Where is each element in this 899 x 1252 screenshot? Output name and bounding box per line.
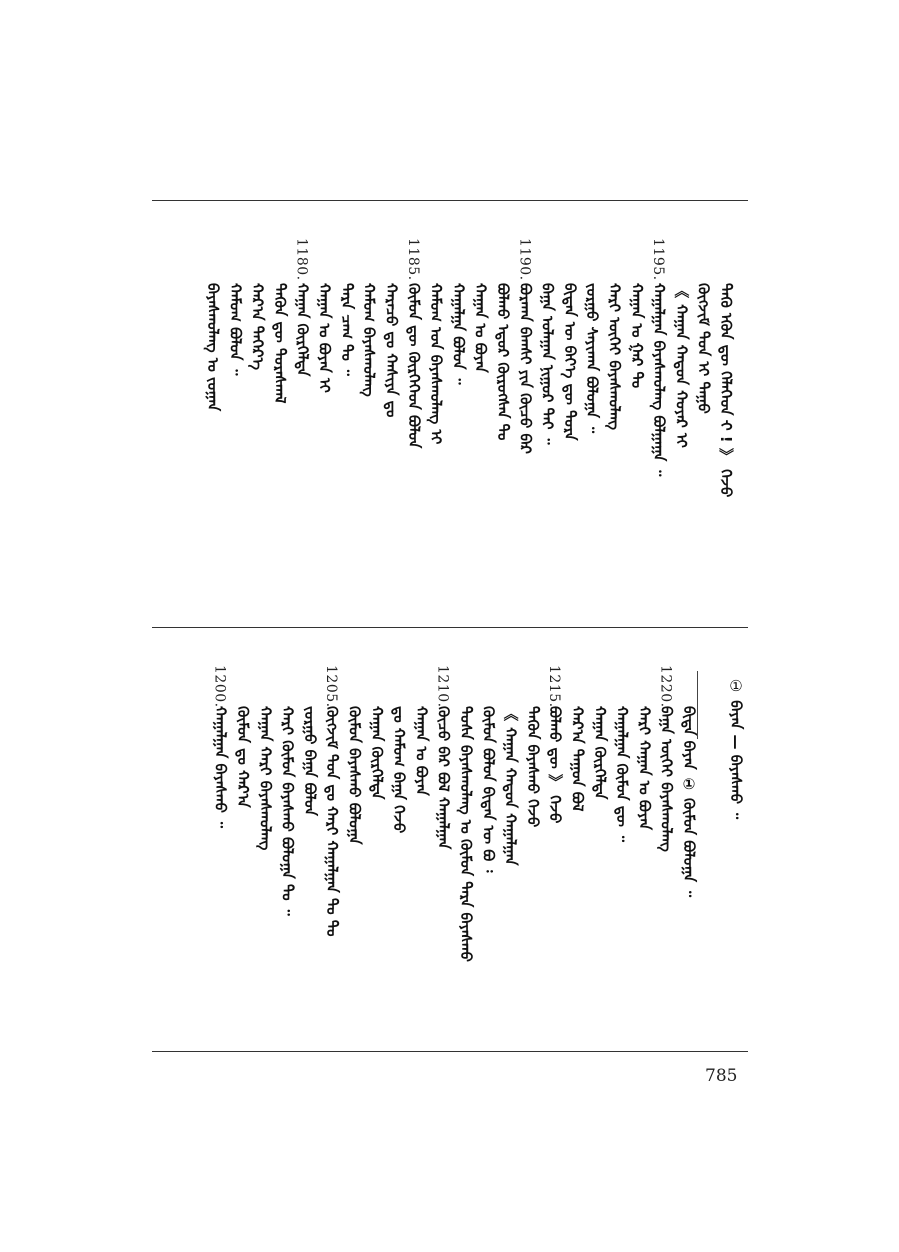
verse-line: ᠲᠡᠬᠦ ᠡᠭᠦᠨ ᠳᠦ ᠬᠡᠯᠡᠭᠡᠳ ᠊ᠢ ! 》 ᠭᠡᠵᠦ [717,283,735,498]
verse-line: ᠬᠦᠭᠵᠢᠮ ᠳᠤᠨ ᠳᠤ ᠬᠠᠷᠢ ᠬᠠᠭᠠᠯᠭᠠᠨ ᠲᠤ ᠲᠤ [323,706,342,937]
verse-line: ᠬᠠᠭᠠᠨ ᠤ ᠪᠤᠶᠠᠨ ᠢ [315,283,334,393]
verse-line: ᠵᠤᠷᠭᠤ ᠪᠠᠭᠠ ᠪᠣᠯᠤᠨ [300,706,319,816]
verse-line: ᠬᠦᠮᠦᠨ ᠪᠣᠯᠤᠨ ᠪᠢᠳᠡᠨ ᠦ ᠪᠤ ᠄ [479,706,498,873]
verse-line: ᠬᠠᠷᠠᠴᠤ ᠳᠤ ᠬᠠᠰᠢᠶᠠ ᠳᠤ [382,283,401,418]
footnote-marker: ① [727,677,745,695]
verse-line: ᠬᠠᠷ᠎ᠠ ᠳᠡᠭᠡᠷ᠎ᠡ [248,283,267,370]
verse-line: ᠬᠠᠷ᠎ᠠ ᠳᠠᠭᠤᠨ ᠪᠣᠯ [568,706,587,812]
verse-line: ᠳᠤ ᠬᠠᠮᠤᠭ ᠪᠠᠭᠠ ᠭᠡᠵᠦ [390,706,409,834]
verse-line: ᠪᠣᠯᠬᠤ ᠡᠳᠦᠷ ᠬᠦᠷᠦᠭᠰᠡᠨ ᠲᠤ [494,283,512,441]
verse-line: ᠲᠡᠭᠦᠨ ᠪᠠᠶᠠᠰᠬᠤ ᠭᠡᠵᠦ [523,706,542,828]
verse-line: ᠬᠠᠭᠠᠯᠭᠠ ᠪᠣᠯᠤᠨ ᠃ [449,283,468,385]
verse-line: ᠬᠠᠮᠤᠭ ᠪᠠᠶᠠᠰᠬᠤᠯᠠᠩ [360,283,379,397]
verse-line: ᠬᠦᠭᠵᠢᠮ ᠳᠤᠨ ᠢ ᠳᠠᠭᠤ [694,283,713,414]
verse-line: ᠬᠠᠷᠢ ᠬᠠᠭᠠᠨ ᠤ ᠪᠤᠶᠠᠨ [635,706,654,830]
verse-line: ᠪᠢᠳᠡ ᠪᠠᠶᠠᠨ ① ᠬᠦᠮᠦᠨ ᠪᠣᠯᠤᠭᠠ ᠃ [680,706,698,898]
verse-line: ᠬᠠᠷᠢ ᠬᠦᠮᠦᠨ ᠪᠠᠶᠠᠰᠬᠤ ᠪᠣᠯᠤᠭᠠ ᠲᠤ ᠃ [278,706,297,916]
verse-line: ᠪᠠᠶᠠᠰᠬᠤᠯᠠᠩ ᠤ ᠵᠤᠭᠠᠨ [204,283,223,412]
verse-line: ᠬᠠᠭᠠᠨ ᠬᠠᠷᠢ ᠪᠠᠶᠠᠰᠬᠤᠯᠠᠩ [256,706,275,851]
line-number: 1200. [211,665,228,708]
line-number: 1215. [546,665,563,708]
line-number: 1205. [323,665,340,708]
verse-line: ᠬᠦᠮᠦᠨ ᠳᠤ ᠬᠠᠷ᠎ᠠ [234,706,252,808]
verse-line: ᠬᠦᠴᠦ ᠪᠠᠷ ᠪᠣᠯ ᠬᠠᠭᠠᠯᠭᠠᠨ [434,706,453,850]
verse-line: ᠬᠠᠮᠤᠭ ᠪᠣᠯᠤᠨ ᠃ [226,283,245,376]
page-number: 785 [705,1066,738,1086]
verse-line: ᠪᠣᠯᠬᠤ ᠳᠦ 》 ᠭᠡᠵᠦ [546,706,565,824]
line-number: 1195. [650,238,667,281]
verse-line: ᠬᠠᠮᠤᠭ ᠤᠨ ᠪᠠᠶᠠᠰᠬᠤᠯᠠᠩ ᠢ [427,283,446,445]
bottom-rule [152,1051,748,1052]
middle-rule [152,627,748,628]
verse-line: ᠪᠢᠳᠡᠨ ᠦ ᠪᠡᠶ᠎ᠡ ᠳᠦ ᠳᠤᠷᠠ [560,283,579,441]
verse-line: ᠬᠠᠭᠠᠨ ᠬᠦᠷᠭᠡᠯᠲᠡ [590,706,609,800]
verse-line: ᠬᠠᠭᠠᠯᠭᠠᠨ ᠪᠠᠶᠠᠰᠬᠤ ᠃ [211,706,230,828]
verse-line: ᠬᠦᠮᠦᠨ ᠳᠦ ᠬᠦᠷᠭᠡᠭᠡᠳ ᠪᠣᠯᠤᠨ [404,283,423,449]
footnote-rule [697,671,698,739]
line-number: 1220. [657,665,674,708]
verse-line: ᠲᠤᠰᠠ ᠪᠠᠶᠠᠰᠬᠤᠯᠠᠩ ᠤ ᠬᠦᠮᠦᠨ ᠲᠡᠷᠡ ᠪᠠᠶᠠᠰᠬᠤ [457,706,475,962]
verse-line: ᠵᠤᠷᠭᠤ ᠰᠠᠶᠢᠬᠠᠨ ᠪᠣᠯᠤᠭᠠ ᠃ [583,283,602,434]
verse-line: ᠬᠠᠭᠠᠨ ᠬᠦᠷᠭᠡᠯᠲᠡ [367,706,386,800]
line-number: 1190. [516,238,533,281]
verse-line: 《 ᠬᠠᠭᠠᠨ ᠬᠠᠲᠤᠨ ᠬᠣᠶᠠᠷ ᠢ [672,283,691,448]
verse-line: ᠬᠠᠷᠢ ᠦᠭᠡᠢ ᠪᠠᠶᠠᠰᠬᠤᠯᠠᠩ [605,283,624,430]
line-number: 1180. [293,238,310,281]
footnote [725,677,747,819]
verse-line: ᠬᠠᠭᠠᠨ ᠤ ᠪᠤᠶᠠᠨ [471,283,490,373]
line-number: 1185. [404,238,421,281]
verse-line: ᠬᠠᠭᠠᠨ ᠬᠦᠷᠭᠡᠯᠲᠡ [293,283,312,377]
verse-line: ᠪᠠᠭᠠ ᠤᠯᠠᠭᠠᠨ ᠨᠢᠭᠤᠷ ᠲᠠᠢ ᠃ [538,283,557,445]
verse-line: 《 ᠬᠠᠭᠠᠨ ᠬᠠᠲᠤᠨ ᠬᠠᠭᠠᠯᠭᠠᠨ [501,706,520,866]
verse-line: ᠬᠦᠮᠦᠨ ᠪᠠᠶᠠᠰᠬᠤ ᠪᠣᠯᠤᠭᠠ [345,706,364,845]
verse-line: ᠬᠠᠭᠠᠨ ᠤ ᠪᠤᠶᠠᠨ [412,706,431,796]
verse-line: ᠪᠤᠷᠬᠠᠨ ᠪᠠᠭᠰᠢ ᠶᠢᠨ ᠬᠦᠴᠦ ᠪᠠᠷ [516,283,535,454]
verse-line: ᠬᠠᠭᠠᠯᠭᠠᠨ ᠬᠦᠮᠦᠨ ᠳᠦ ᠃ [613,706,632,843]
top-rule [152,200,748,201]
line-number: 1210. [434,665,451,708]
verse-line: ᠪᠠᠭᠠ ᠦᠭᠡᠢ ᠪᠠᠶᠠᠰᠬᠤᠯᠠᠩ [657,706,676,852]
verse-line: ᠬᠠᠭᠠᠯᠭᠠᠨ ᠪᠠᠶᠠᠰᠬᠤᠯᠠᠩ ᠪᠣᠯᠭᠠᠭᠠ ᠃ [650,283,669,477]
footnote-text: ᠪᠠᠶᠠᠨ — ᠪᠠᠶᠠᠰᠬᠤ ᠃ [727,700,745,820]
verse-line: ᠬᠠᠭᠠᠨ ᠤ ᠭᠠᠷ ᠲᠤ [627,283,646,389]
verse-line: ᠲᠡᠭᠦᠨ ᠳᠦ ᠳᠤᠷᠠᠰᠬᠠᠯ [271,283,289,404]
verse-line: ᠲᠡᠷᠡ ᠴᠠᠭ ᠲᠤ ᠃ [337,283,356,376]
